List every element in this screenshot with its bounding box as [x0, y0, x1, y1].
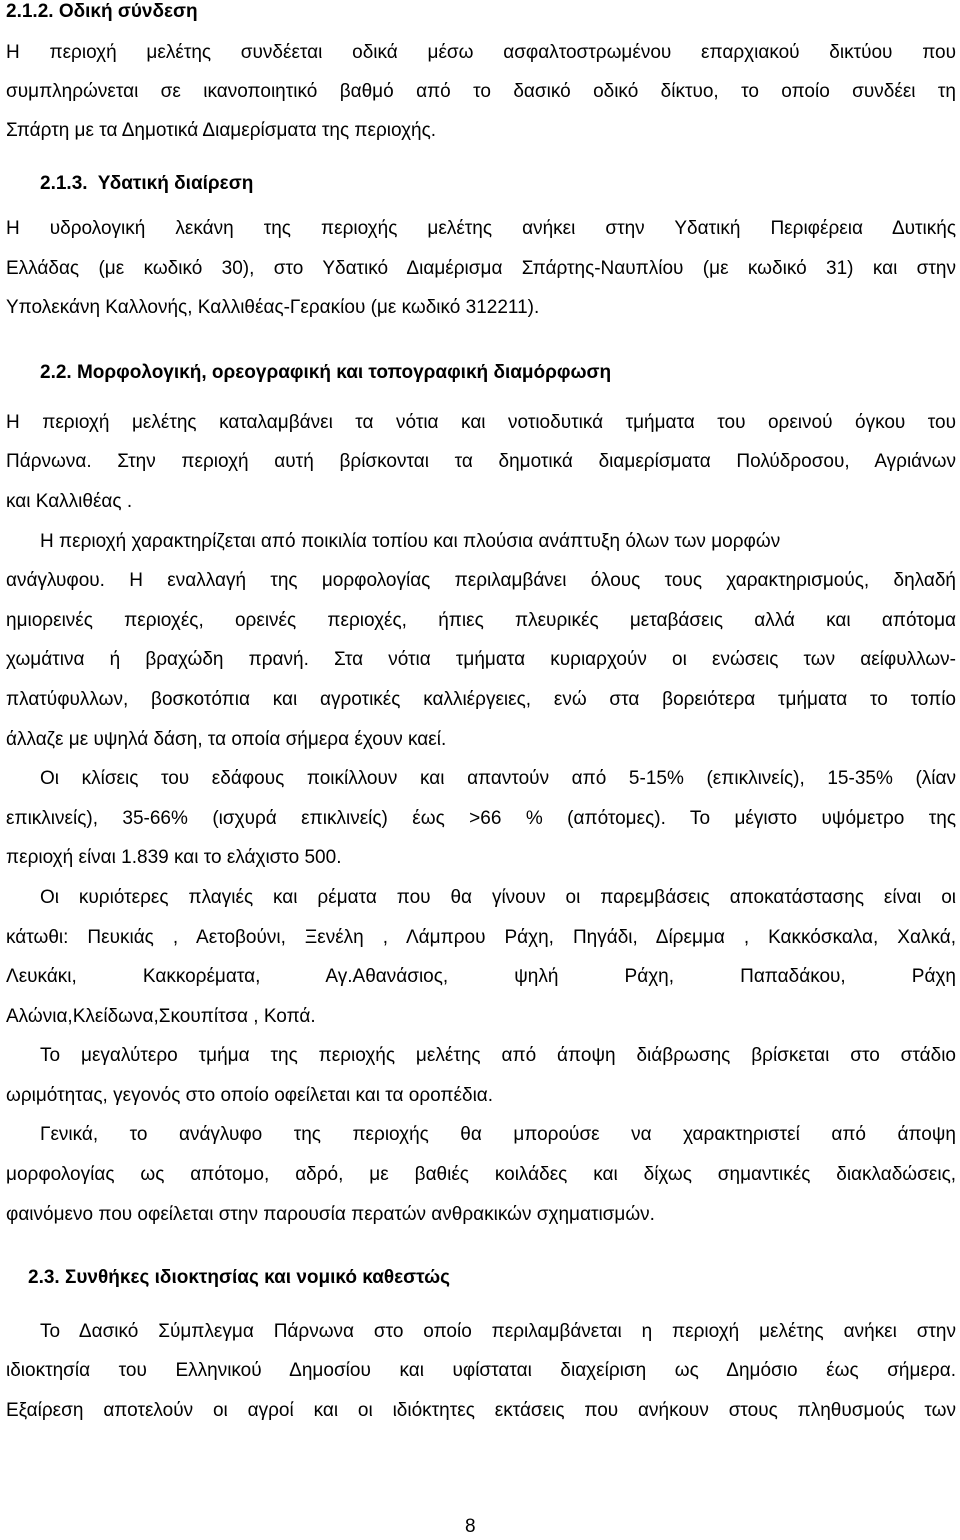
section-heading: 2.1.2. Οδική σύνδεση: [6, 1, 198, 22]
paragraph-line: Λευκάκι, Κακκορέματα, Αγ.Αθανάσιος, ψηλή Ράχη, Παπαδάκου, Ράχη: [6, 966, 956, 987]
paragraph-line: ανάγλυφου. Η εναλλαγή της μορφολογίας περιλαμβάνει όλους τους χαρακτηρισμούς, δηλαδή: [6, 570, 956, 591]
section-heading: 2.3. Συνθήκες ιδιοκτησίας και νομικό καθεστώς: [28, 1267, 451, 1288]
paragraph-line: ιδιοκτησία του Ελληνικού Δημοσίου και υφίσταται διαχείριση ως Δημόσιο έως σήμερα.: [6, 1360, 956, 1381]
paragraph-line: Γενικά, το ανάγλυφο της περιοχής θα μπορούσε να χαρακτηριστεί από άποψη: [40, 1124, 956, 1145]
paragraph-line: Ελλάδας (με κωδικό 30), στο Υδατικό Διαμέρισμα Σπάρτης-Ναυπλίου (με κωδικό 31) και στην: [6, 258, 956, 279]
paragraph-line: επικλινείς), 35-66% (ισχυρά επικλινείς) έως >66 % (απότομες). Το μέγιστο υψόμετρο της: [6, 808, 956, 829]
section-heading: 2.1.3. Υδατική διαίρεση: [40, 173, 254, 194]
section-heading: 2.2. Μορφολογική, ορεογραφική και τοπογραφική διαμόρφωση: [40, 362, 612, 383]
paragraph-line: Η περιοχή μελέτης συνδέεται οδικά μέσω ασφαλτοστρωμένου επαρχιακού δικτύου που: [6, 42, 956, 63]
paragraph-line: Εξαίρεση αποτελούν οι αγροί και οι ιδιόκτητες εκτάσεις που ανήκουν στους πληθυσμούς των: [6, 1400, 956, 1421]
paragraph-line: περιοχή είναι 1.839 και το ελάχιστο 500.: [6, 847, 342, 868]
paragraph-line: Η περιοχή μελέτης καταλαμβάνει τα νότια και νοτιοδυτικά τμήματα του ορεινού όγκου του: [6, 412, 956, 433]
paragraph-line: Το Δασικό Σύμπλεγμα Πάρνωνα στο οποίο περιλαμβάνεται η περιοχή μελέτης ανήκει στην: [40, 1321, 956, 1342]
paragraph-line: Υπολεκάνη Καλλονής, Καλλιθέας-Γερακίου (με κωδικό 312211).: [6, 297, 540, 318]
paragraph-line: Το μεγαλύτερο τμήμα της περιοχής μελέτης από άποψη διάβρωσης βρίσκεται στο στάδιο: [40, 1045, 956, 1066]
paragraph-line: ημιορεινές περιοχές, ορεινές περιοχές, ήπιες πλευρικές μεταβάσεις αλλά και απότομα: [6, 610, 956, 631]
paragraph-line: Σπάρτη με τα Δημοτικά Διαμερίσματα της περιοχής.: [6, 120, 437, 141]
paragraph-line: πλατύφυλλων, βοσκοτόπια και αγροτικές καλλιέργειες, ενώ στα βορειότερα τμήματα το τοπίο: [6, 689, 956, 710]
paragraph-line: Η υδρολογική λεκάνη της περιοχής μελέτης ανήκει στην Υδατική Περιφέρεια Δυτικής: [6, 218, 956, 239]
paragraph-line: Οι κλίσεις του εδάφους ποικίλλουν και απαντούν από 5-15% (επικλινείς), 15-35% (λίαν: [40, 768, 956, 789]
paragraph-line: συμπληρώνεται σε ικανοποιητικό βαθμό από το δασικό οδικό δίκτυο, το οποίο συνδέει τη: [6, 81, 956, 102]
paragraph-line: κάτωθι: Πευκιάς , Αετοβούνι, Ξενέλη , Λάμπρου Ράχη, Πηγάδι, Δίρεμμα , Κακκόσκαλα, Χαλκά,: [6, 927, 956, 948]
paragraph-line: χωμάτινα ή βραχώδη πρανή. Στα νότια τμήματα κυριαρχούν οι ενώσεις των αείφυλλων-: [6, 649, 956, 670]
paragraph-line: μορφολογίας ως απότομο, αδρό, με βαθιές κοιλάδες και δίχως σημαντικές διακλαδώσεις,: [6, 1164, 956, 1185]
paragraph-line: Η περιοχή χαρακτηρίζεται από ποικιλία τοπίου και πλούσια ανάπτυξη όλων των μορφών: [40, 531, 781, 552]
paragraph-line: Οι κυριότερες πλαγιές και ρέματα που θα γίνουν οι παρεμβάσεις αποκατάστασης είναι οι: [40, 887, 956, 908]
paragraph-line: Πάρνωνα. Στην περιοχή αυτή βρίσκονται τα δημοτικά διαμερίσματα Πολύδροσου, Αγριάνων: [6, 451, 956, 472]
page-number: 8: [465, 1516, 476, 1537]
paragraph-line: ωριμότητας, γεγονός στο οποίο οφείλεται και τα οροπέδια.: [6, 1085, 494, 1106]
paragraph-line: φαινόμενο που οφείλεται στην παρουσία περατών ανθρακικών σχηματισμών.: [6, 1204, 655, 1225]
paragraph-line: άλλαζε με υψηλά δάση, τα οποία σήμερα έχουν καεί.: [6, 729, 447, 750]
paragraph-line: Αλώνια,Κλείδωνα,Σκουπίτσα , Κοπά.: [6, 1006, 316, 1027]
paragraph-line: και Καλλιθέας .: [6, 491, 133, 512]
